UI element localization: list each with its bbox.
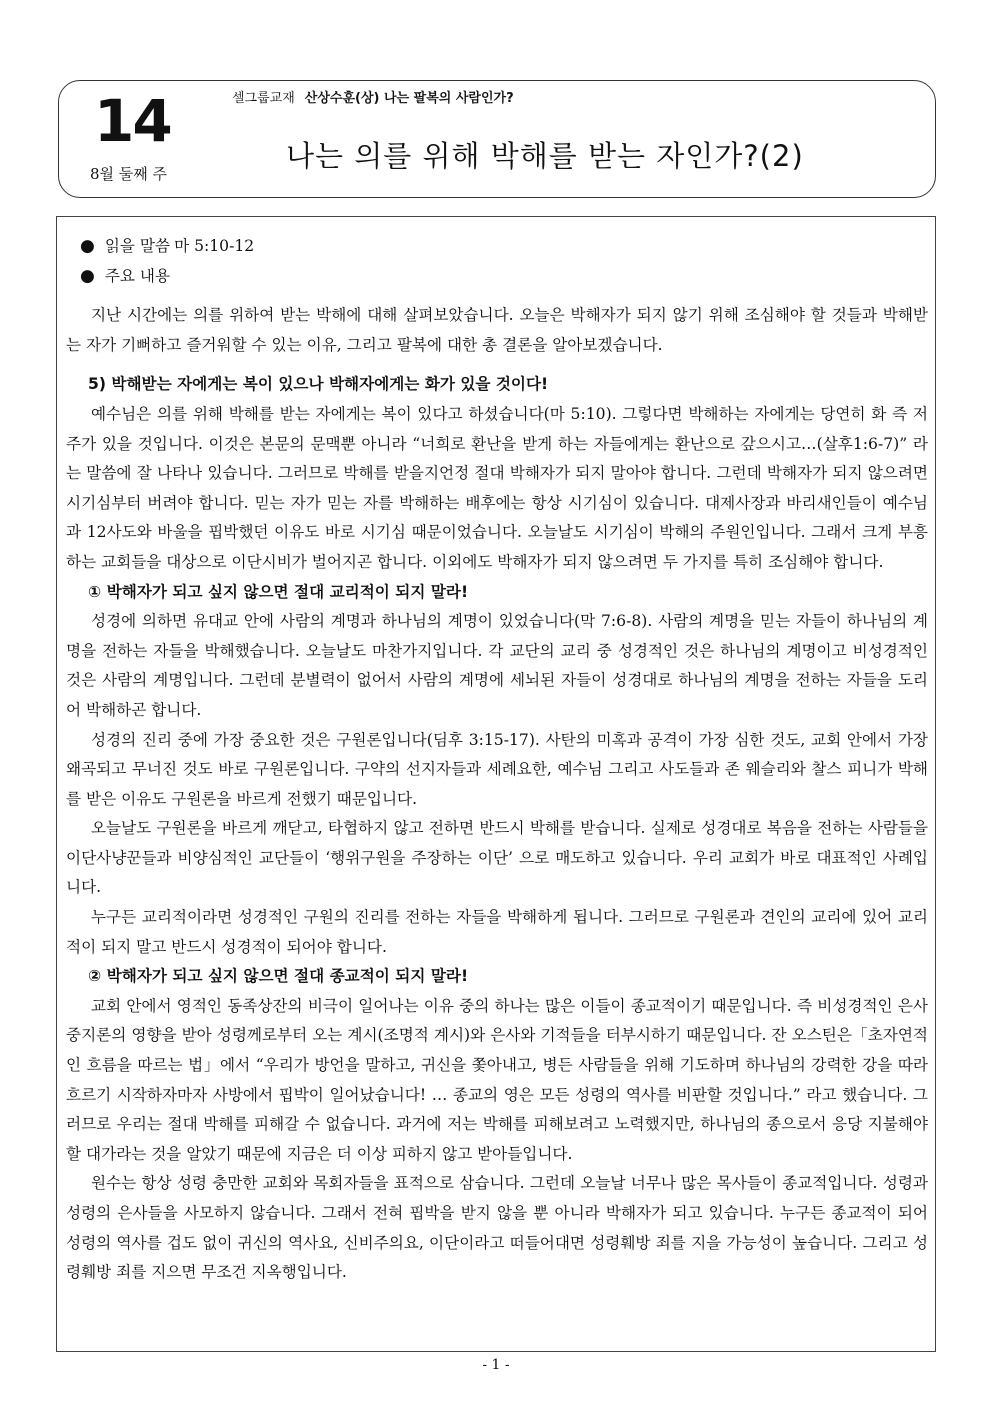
point-2-paragraph-1: 교회 안에서 영적인 동족상잔의 비극이 일어나는 이유 중의 하나는 많은 이들이 종교적이기 때문입니다. 즉 비성경적인 은사중지론의 영향을 받아 성령께로부터 오는 계시(조명적 계시)와 은사와 기적들을 터부시하기 때문입니다. 잔 오스틴은「초자연적인 흐름을 따르는 법」에서 “우리가 방언을 말하고, 귀신을 쫓아내고, 병든 사람들을 위해 기도하며 하나님의 강력한 강을 따라 흐르기 시작하자마자 사방에서 핍박이 일어났습니다! … 종교의 영은 모든 성령의 역사를 비판할 것입니다.” 라고 했습니다. 그러므로 우리는 절대 박해를 피해갈 수 없습니다. 과거에 저는 박해를 피해보려고 노력했지만, 하나님의 종으로서 응당 지불해야할 대가라는 것을 알았기 때문에 지금은 더 이상 피하지 않고 받아들입니다. (66, 996, 928, 1163)
spacer (66, 291, 928, 301)
series-label: 셀그룹교재 (232, 91, 295, 106)
point-2-paragraph-2: 원수는 항상 성령 충만한 교회와 목회자들을 표적으로 삼습니다. 그런데 오늘날 너무나 많은 목사들이 종교적입니다. 성령과 성령의 은사들을 사모하지 않습니다. 그래서 전혀 핍박을 받지 않을 뿐 아니라 박해자가 되고 있습니다. 누구든 종교적이 되어 성령의 역사를 겁도 없이 귀신의 역사요, 신비주의요, 이단이라고 떠들어대면 성령훼방 죄를 지을 가능성이 높습니다. 그리고 성령훼방 죄를 지으면 무조건 지옥행입니다. (66, 1174, 928, 1282)
spacer (66, 360, 928, 370)
reading-reference: 마 5:10-12 (174, 237, 255, 255)
point-1-heading: ① 박해자가 되고 싶지 않으면 절대 교리적이 되지 말라! (88, 582, 469, 601)
intro-paragraph: 지난 시간에는 의를 위하여 받는 박해에 대해 살펴보았습니다. 오늘은 박해자가 되지 않기 위해 조심해야 할 것들과 박해받는 자가 기뻐하고 즐거워할 수 있는 이유, 그리고 팔복에 대한 총 결론을 알아보겠습니다. (66, 306, 928, 354)
series-title: 산상수훈(상) 나는 팔복의 사람인가? (304, 91, 514, 106)
reading-bullet (66, 232, 928, 262)
content-body (66, 232, 928, 1288)
point-1-paragraph-2: 성경의 진리 중에 가장 중요한 것은 구원론입니다(딤후 3:15-17). 사탄의 미혹과 공격이 가장 심한 것도, 교회 안에서 가장 왜곡되고 무너진 것도 바로 구원론입니다. 구약의 선지자들과 세례요한, 예수님 그리고 사도들과 존 웨슬리와 찰스 피니가 박해를 받은 이유도 구원론을 바르게 전했기 때문입니다. (66, 730, 928, 808)
series-line (232, 90, 514, 108)
point-1-paragraph-3: 오늘날도 구원론을 바르게 깨닫고, 타협하지 않고 전하면 반드시 박해를 받습니다. 실제로 성경대로 복음을 전하는 사람들을 이단사냥꾼들과 비양심적인 교단들이 ‘행위구원을 주장하는 이단’ 으로 매도하고 있습니다. 우리 교회가 바로 대표적인 사례입니다. (66, 819, 928, 897)
point-1-paragraph-1: 성경에 의하면 유대교 안에 사람의 계명과 하나님의 계명이 있었습니다(막 7:6-8). 사람의 계명을 믿는 자들이 하나님의 계명을 전하는 자들을 박해했습니다. 오늘날도 마찬가지입니다. 각 교단의 교리 중 성경적인 것은 하나님의 계명이고 비성경적인 것은 사람의 계명입니다. 그런데 분별력이 없어서 사람의 계명에 세뇌된 자들이 성경대로 하나님의 계명을 전하는 자들을 도리어 박해하곤 합니다. (66, 612, 928, 719)
main-content-bullet (66, 262, 928, 292)
bullet-dot-icon: ● (80, 265, 95, 286)
bullet-dot-icon: ● (80, 236, 95, 256)
reading-label: 읽을 말씀 (104, 237, 171, 255)
section-5-heading: 5) 박해받는 자에게는 복이 있으나 박해자에게는 화가 있을 것이다! (88, 375, 549, 394)
page-number: - 1 - (482, 1357, 510, 1373)
point-1-paragraph-4: 누구든 교리적이라면 성경적인 구원의 진리를 전하는 자들을 박해하게 됩니다. 그러므로 구원론과 견인의 교리에 있어 교리적이 되지 말고 반드시 성경적이 되어야 합니다. (66, 908, 928, 956)
point-2-heading: ② 박해자가 되고 싶지 않으면 절대 종교적이 되지 말라! (88, 967, 469, 986)
main-content-label: 주요 내용 (104, 266, 171, 285)
section-5-paragraph: 예수님은 의를 위해 박해를 받는 자에게는 복이 있다고 하셨습니다(마 5:10). 그렇다면 박해하는 자에게는 당연히 화 즉 저주가 있을 것입니다. 이것은 본문의 문맥뿐 아니라 “너희로 환난을 받게 하는 자들에게는 환난으로 갚으시고…(살후1:6-7)” 라는 말씀에 잘 나타나 있습니다. 그러므로 박해를 받을지언정 절대 박해자가 되지 말아야 합니다. 그런데 박해자가 되지 않으려면 시기심부터 버려야 합니다. 믿는 자가 믿는 자를 박해하는 배후에는 항상 시기심이 있습니다. 대제사장과 바리새인들이 예수님과 12사도와 바울을 핍박했던 이유도 바로 시기심 때문이었습니다. 오늘날도 시기심이 박해의 주원인입니다. 그래서 크게 부흥하는 교회들을 대상으로 이단시비가 벌어지곤 합니다. 이외에도 박해자가 되지 않으려면 두 가지를 특히 조심해야 합니다. (66, 404, 928, 571)
page-title: 나는 의를 위해 박해를 받는 자인가?(2) (286, 139, 804, 173)
week-label: 8월 둘째 주 (90, 165, 168, 183)
lesson-number: 14 (94, 87, 171, 155)
